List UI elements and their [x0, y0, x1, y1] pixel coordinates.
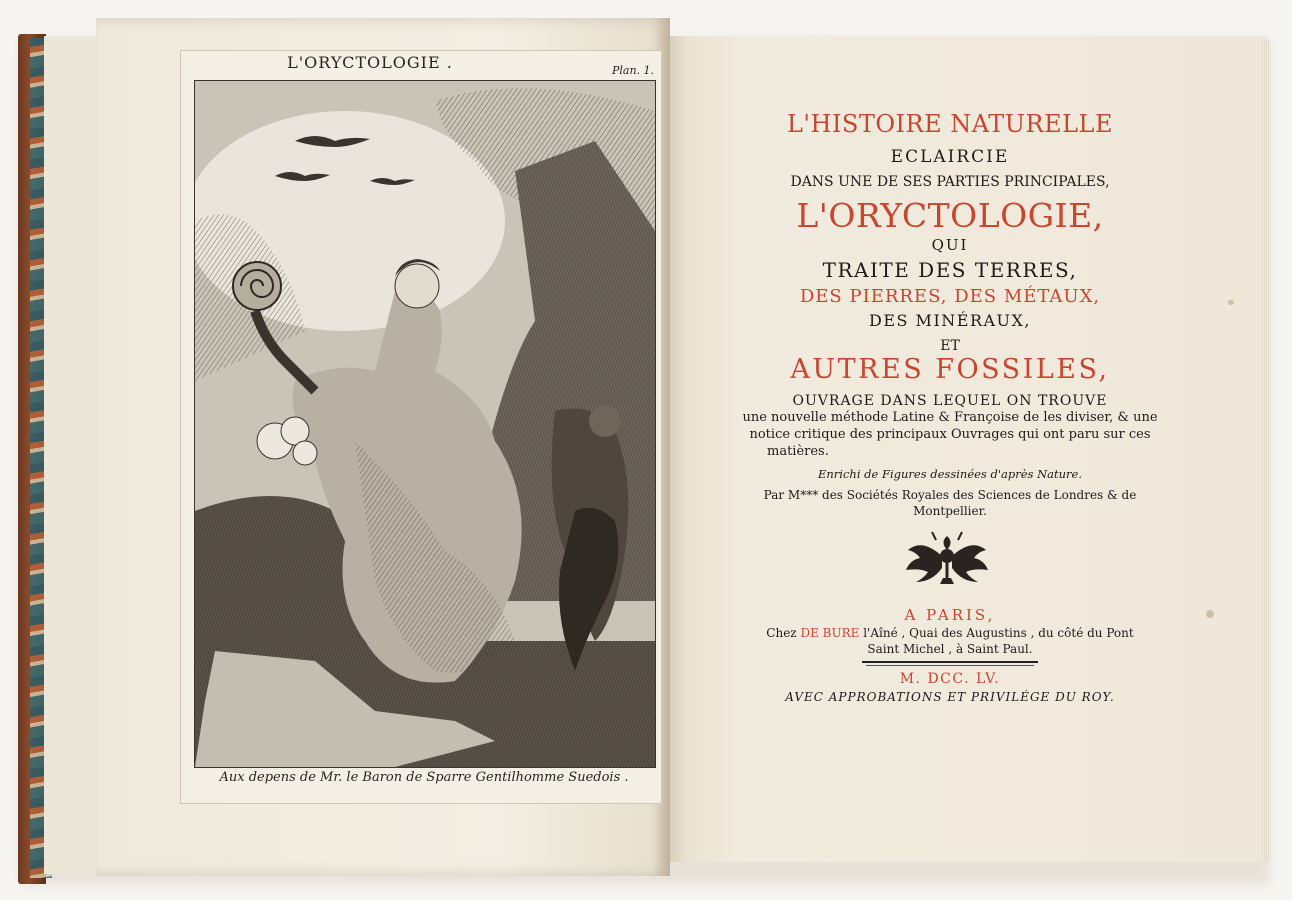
plate-running-head: L'ORYCTOLOGIE .	[287, 53, 453, 72]
subtitle-line-2: une nouvelle méthode Latine & Françoise de les diviser, & une	[742, 410, 1158, 425]
title-line-10: AUTRES FOSSILES,	[790, 354, 1110, 385]
double-rule-inner	[866, 665, 1034, 666]
subtitle-line-1: OUVRAGE DANS LEQUEL ON TROUVE	[792, 393, 1108, 409]
title-line-7: DES PIERRES, DES MÉTAUX,	[799, 286, 1101, 307]
imprint-city: A PARIS,	[904, 606, 996, 624]
author-line-1: Par M*** des Sociétés Royales des Sciences de Londres & de	[763, 488, 1137, 502]
imprint-line-2: Saint Michel , à Saint Paul.	[867, 642, 1033, 656]
plate-number: Plan. 1.	[612, 64, 655, 77]
fleuron-icon	[902, 528, 992, 590]
title-line-8: DES MINÉRAUX,	[869, 311, 1031, 330]
author-line-2: Montpellier.	[913, 504, 987, 518]
privilege-line: AVEC APPROBATIONS ET PRIVILÉGE DU ROY.	[785, 690, 1115, 704]
title-line-6: TRAITE DES TERRES,	[822, 258, 1078, 282]
title-line-5: QUI	[931, 236, 969, 254]
subtitle-line-3: notice critique des principaux Ouvrages qui ont paru sur ces	[749, 427, 1151, 442]
foxing-spot	[1228, 300, 1234, 305]
title-line-9: ET	[940, 338, 960, 354]
title-line-3: DANS UNE DE SES PARTIES PRINCIPALES,	[790, 174, 1110, 190]
publication-date: M. DCC. LV.	[899, 671, 1001, 687]
plate-caption: Aux depens de Mr. le Baron de Sparre Gentilhomme Suedois .	[219, 770, 629, 785]
subtitle-line-4: matières.	[767, 444, 829, 459]
double-rule	[862, 661, 1038, 663]
page-edges	[1262, 40, 1270, 862]
title-line-1: L'HISTOIRE NATURELLE	[786, 110, 1113, 138]
imprint-address: l'Aîné , Quai des Augustins , du côté du Pont	[863, 626, 1134, 640]
imprint-line-1	[700, 626, 1200, 640]
frontispiece-engraving	[194, 80, 656, 768]
title-line-2: ECLAIRCIE	[890, 147, 1010, 167]
imprint-publisher: DE BURE	[800, 626, 860, 640]
printer-ornament	[902, 528, 992, 594]
imprint-chez: Chez	[766, 626, 797, 640]
main-title: L'ORYCTOLOGIE,	[796, 196, 1104, 235]
figures-note: Enrichi de Figures dessinées d'après Nature.	[818, 467, 1082, 481]
engraving-illustration	[195, 81, 655, 767]
foxing-spot	[1206, 610, 1214, 618]
